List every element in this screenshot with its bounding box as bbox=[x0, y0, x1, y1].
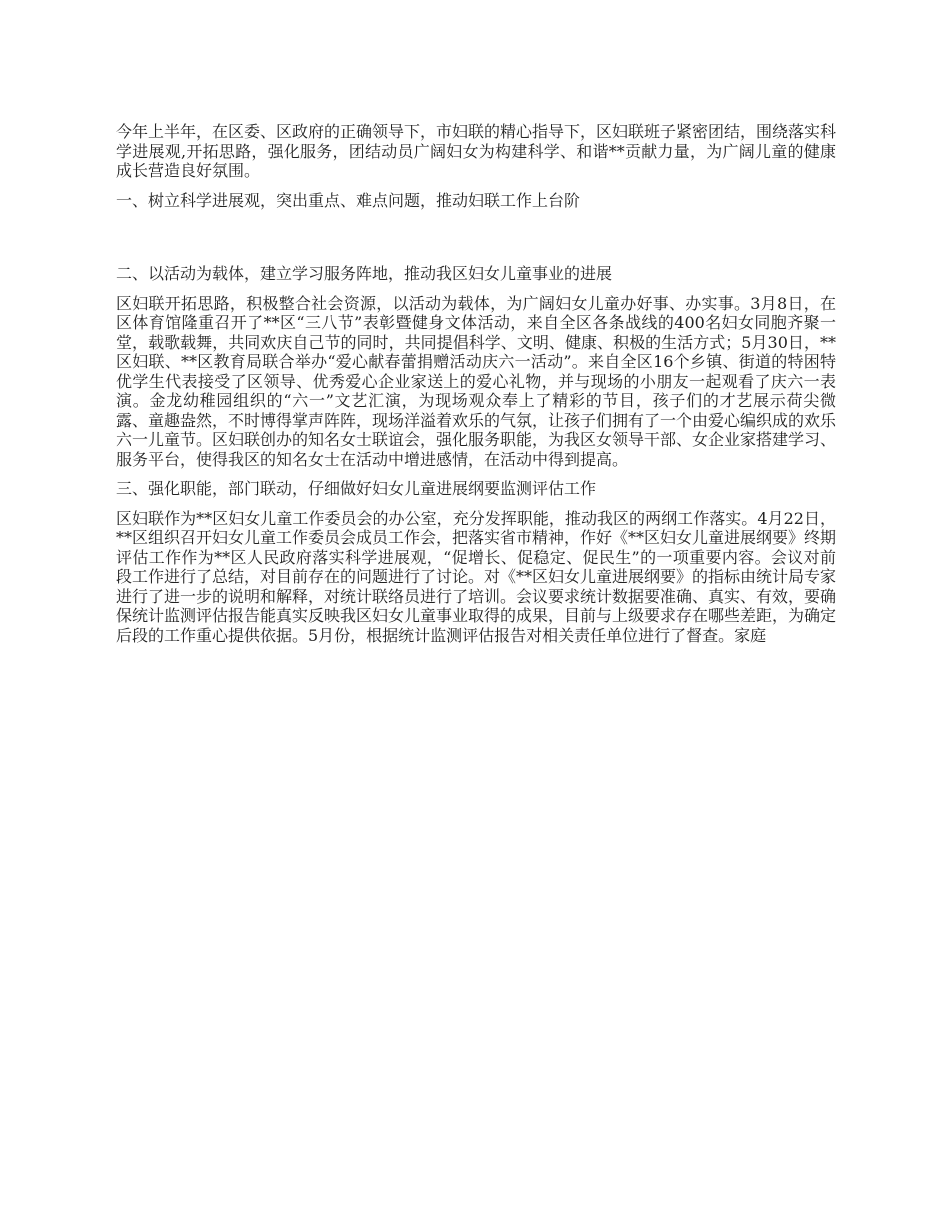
section-1-empty-body bbox=[116, 220, 836, 264]
section-2-paragraph: 区妇联开拓思路，积极整合社会资源，以活动为载体，为广阔妇女儿童办好事、办实事。3月8日，在区体育馆隆重召开了**区“三八节”表彰暨健身文体活动，来自全区各条战线的400名妇女同胞齐聚一堂，载歌载舞，共同欢庆自己节的同时，共同提倡科学、文明、健康、积极的生活方式；5月30日，**区妇联、**区教育局联合举办“爱心献春蕾捐赠活动庆六一活动”。来自全区16个乡镇、街道的特困特优学生代表接受了区领导、优秀爱心企业家送上的爱心礼物，并与现场的小朋友一起观看了庆六一表演。金龙幼稚园组织的“六一”文艺汇演，为现场观众奉上了精彩的节目，孩子们的才艺展示荷尖微露、童趣盎然，不时博得掌声阵阵，现场洋溢着欢乐的气氛，让孩子们拥有了一个由爱心编织成的欢乐六一儿童节。区妇联创办的知名女士联谊会，强化服务职能，为我区女领导干部、女企业家搭建学习、服务平台，使得我区的知名女士在活动中增进感情，在活动中得到提高。 bbox=[116, 293, 837, 469]
intro-paragraph: 今年上半年，在区委、区政府的正确领导下，市妇联的精心指导下，区妇联班子紧密团结，围绕落实科学进展观,开拓思路，强化服务，团结动员广阔妇女为构建科学、和谐**贡献力量，为广阔儿童的健康成长营造良好氛围。 bbox=[116, 122, 837, 180]
section-1-heading: 一、树立科学进展观，突出重点、难点问题，推动妇联工作上台阶 bbox=[116, 190, 581, 210]
document-page bbox=[116, 122, 836, 655]
section-3-paragraph: 区妇联作为**区妇女儿童工作委员会的办公室，充分发挥职能，推动我区的两纲工作落实。4月22日，**区组织召开妇女儿童工作委员会成员工作会，把落实省市精神，作好《**区妇女儿童进展纲要》终期评估工作作为**区人民政府落实科学进展观，“促增长、促稳定、促民生”的一项重要内容。会议对前段工作进行了总结，对目前存在的问题进行了讨论。对《**区妇女儿童进展纲要》的指标由统计局专家进行了进一步的说明和解释，对统计联络员进行了培训。会议要求统计数据要准确、真实、有效，要确保统计监测评估报告能真实反映我区妇女儿童事业取得的成果，目前与上级要求存在哪些差距，为确定后段的工作重心提供依据。5月份，根据统计监测评估报告对相关责任单位进行了督查。家庭 bbox=[116, 508, 837, 645]
section-2-heading: 二、以活动为载体，建立学习服务阵地，推动我区妇女儿童事业的进展 bbox=[116, 264, 613, 283]
section-3-heading: 三、强化职能，部门联动，仔细做好妇女儿童进展纲要监测评估工作 bbox=[116, 479, 597, 498]
